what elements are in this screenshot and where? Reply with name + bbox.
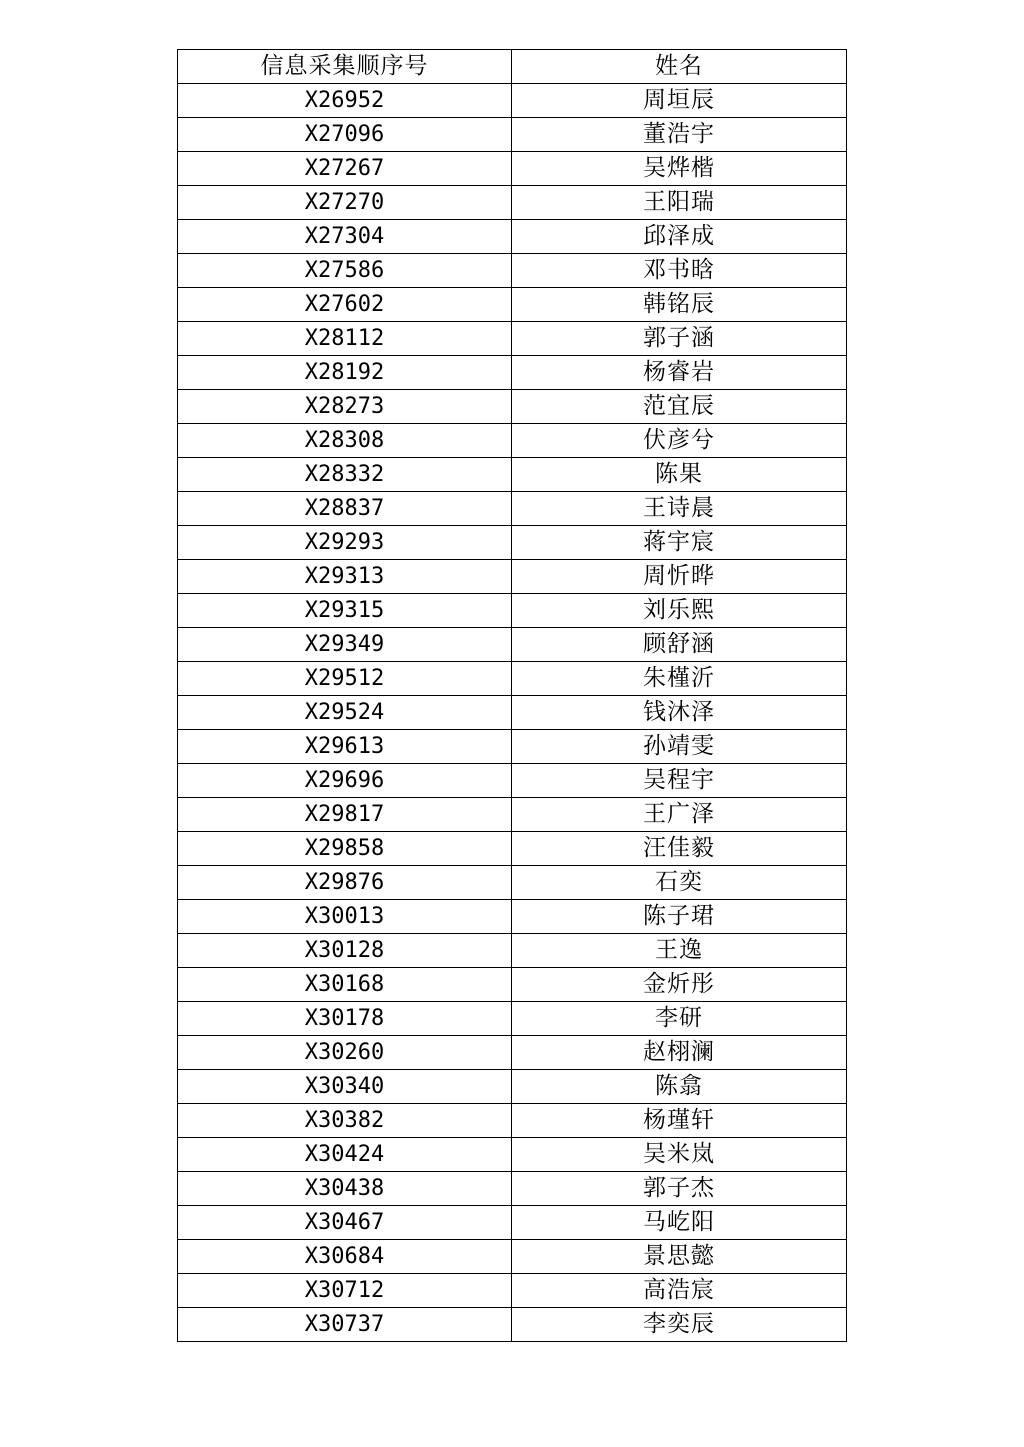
- cell-sequence-number: X28112: [178, 322, 512, 356]
- table-row: [178, 1240, 847, 1274]
- cell-name: 马屹阳: [512, 1206, 847, 1240]
- table-row: [178, 730, 847, 764]
- cell-sequence-number: X30712: [178, 1274, 512, 1308]
- cell-sequence-number: X29613: [178, 730, 512, 764]
- cell-name: 汪佳毅: [512, 832, 847, 866]
- cell-name: 王诗晨: [512, 492, 847, 526]
- table-row: [178, 118, 847, 152]
- table-row: [178, 390, 847, 424]
- cell-sequence-number: X29293: [178, 526, 512, 560]
- cell-name: 周忻晔: [512, 560, 847, 594]
- cell-name: 周垣辰: [512, 84, 847, 118]
- cell-name: 董浩宇: [512, 118, 847, 152]
- cell-sequence-number: X28273: [178, 390, 512, 424]
- cell-sequence-number: X30382: [178, 1104, 512, 1138]
- cell-name: 邓书晗: [512, 254, 847, 288]
- header-row: [178, 50, 847, 84]
- cell-name: 王广泽: [512, 798, 847, 832]
- cell-sequence-number: X30013: [178, 900, 512, 934]
- cell-sequence-number: X26952: [178, 84, 512, 118]
- table-row: [178, 594, 847, 628]
- cell-name: 金炘彤: [512, 968, 847, 1002]
- cell-sequence-number: X28308: [178, 424, 512, 458]
- roster-table: [177, 49, 847, 1342]
- cell-sequence-number: X29349: [178, 628, 512, 662]
- cell-name: 王逸: [512, 934, 847, 968]
- cell-name: 陈果: [512, 458, 847, 492]
- cell-name: 李研: [512, 1002, 847, 1036]
- cell-sequence-number: X30737: [178, 1308, 512, 1342]
- cell-sequence-number: X27602: [178, 288, 512, 322]
- table-row: [178, 662, 847, 696]
- table-row: [178, 934, 847, 968]
- cell-name: 刘乐熙: [512, 594, 847, 628]
- table-row: [178, 1104, 847, 1138]
- cell-sequence-number: X29858: [178, 832, 512, 866]
- cell-sequence-number: X29512: [178, 662, 512, 696]
- cell-sequence-number: X30467: [178, 1206, 512, 1240]
- cell-sequence-number: X30438: [178, 1172, 512, 1206]
- cell-name: 李奕辰: [512, 1308, 847, 1342]
- header-name: 姓名: [512, 50, 847, 84]
- table-row: [178, 866, 847, 900]
- cell-name: 顾舒涵: [512, 628, 847, 662]
- table-row: [178, 254, 847, 288]
- cell-name: 王阳瑞: [512, 186, 847, 220]
- cell-sequence-number: X30128: [178, 934, 512, 968]
- table-row: [178, 492, 847, 526]
- table-row: [178, 1138, 847, 1172]
- table-body: [178, 84, 847, 1342]
- cell-sequence-number: X28837: [178, 492, 512, 526]
- cell-name: 杨睿岩: [512, 356, 847, 390]
- cell-name: 郭子杰: [512, 1172, 847, 1206]
- table-row: [178, 288, 847, 322]
- cell-name: 邱泽成: [512, 220, 847, 254]
- table-row: [178, 900, 847, 934]
- table-row: [178, 322, 847, 356]
- table-row: [178, 1274, 847, 1308]
- cell-name: 景思懿: [512, 1240, 847, 1274]
- header-sequence-number: 信息采集顺序号: [178, 50, 512, 84]
- cell-sequence-number: X29313: [178, 560, 512, 594]
- table-header: [178, 50, 847, 84]
- cell-name: 伏彦兮: [512, 424, 847, 458]
- cell-name: 范宜辰: [512, 390, 847, 424]
- cell-sequence-number: X29876: [178, 866, 512, 900]
- table-row: [178, 968, 847, 1002]
- cell-name: 孙靖雯: [512, 730, 847, 764]
- cell-sequence-number: X30168: [178, 968, 512, 1002]
- table-row: [178, 458, 847, 492]
- cell-sequence-number: X28332: [178, 458, 512, 492]
- table-row: [178, 1002, 847, 1036]
- table-row: [178, 1308, 847, 1342]
- table-row: [178, 356, 847, 390]
- table-row: [178, 560, 847, 594]
- table-row: [178, 1070, 847, 1104]
- cell-name: 赵栩澜: [512, 1036, 847, 1070]
- cell-sequence-number: X30260: [178, 1036, 512, 1070]
- cell-sequence-number: X29696: [178, 764, 512, 798]
- cell-name: 钱沐泽: [512, 696, 847, 730]
- cell-sequence-number: X27304: [178, 220, 512, 254]
- table-row: [178, 764, 847, 798]
- cell-name: 陈翕: [512, 1070, 847, 1104]
- cell-sequence-number: X30424: [178, 1138, 512, 1172]
- cell-name: 陈子珺: [512, 900, 847, 934]
- cell-sequence-number: X30684: [178, 1240, 512, 1274]
- cell-sequence-number: X27096: [178, 118, 512, 152]
- cell-sequence-number: X30178: [178, 1002, 512, 1036]
- cell-sequence-number: X27267: [178, 152, 512, 186]
- cell-name: 高浩宸: [512, 1274, 847, 1308]
- table-row: [178, 798, 847, 832]
- table-row: [178, 628, 847, 662]
- cell-sequence-number: X28192: [178, 356, 512, 390]
- cell-sequence-number: X27586: [178, 254, 512, 288]
- table-row: [178, 84, 847, 118]
- table-row: [178, 424, 847, 458]
- cell-sequence-number: X27270: [178, 186, 512, 220]
- table-row: [178, 220, 847, 254]
- cell-name: 蒋宇宸: [512, 526, 847, 560]
- table-row: [178, 1036, 847, 1070]
- cell-sequence-number: X29524: [178, 696, 512, 730]
- cell-name: 朱槿沂: [512, 662, 847, 696]
- cell-name: 石奕: [512, 866, 847, 900]
- cell-sequence-number: X29817: [178, 798, 512, 832]
- cell-sequence-number: X30340: [178, 1070, 512, 1104]
- cell-sequence-number: X29315: [178, 594, 512, 628]
- table-row: [178, 696, 847, 730]
- cell-name: 吴米岚: [512, 1138, 847, 1172]
- cell-name: 杨瑾轩: [512, 1104, 847, 1138]
- table-row: [178, 1206, 847, 1240]
- cell-name: 吴程宇: [512, 764, 847, 798]
- table-row: [178, 152, 847, 186]
- table-row: [178, 832, 847, 866]
- table-row: [178, 186, 847, 220]
- table-row: [178, 526, 847, 560]
- table-row: [178, 1172, 847, 1206]
- cell-name: 韩铭辰: [512, 288, 847, 322]
- cell-name: 郭子涵: [512, 322, 847, 356]
- cell-name: 吴烨楷: [512, 152, 847, 186]
